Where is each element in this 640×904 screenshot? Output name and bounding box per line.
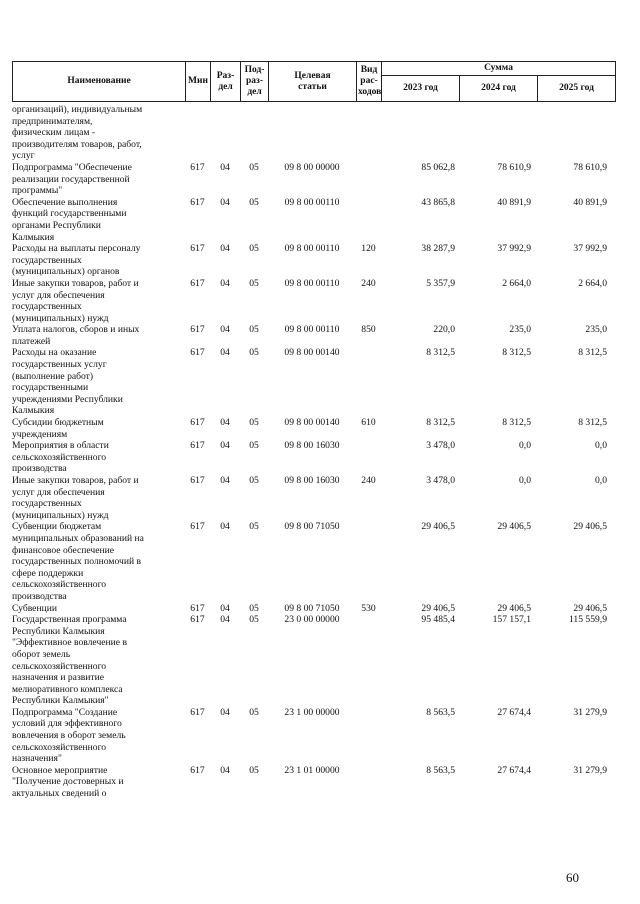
row-name: Мероприятия в области сельскохозяйственного производства — [12, 440, 109, 475]
row-sum-2023: 38 287,9 — [421, 243, 455, 255]
row-min: 617 — [190, 602, 205, 614]
row-sum-2024: 78 610,9 — [497, 161, 531, 173]
row-sum-2023: 43 865,8 — [421, 196, 455, 208]
table-row — [12, 278, 615, 324]
row-sum-2023: 8 563,5 — [426, 706, 455, 718]
header-2024: 2024 год — [460, 76, 538, 102]
row-podrazdel: 05 — [249, 602, 259, 614]
row-sum-2025: 8 312,5 — [578, 347, 607, 359]
table-row — [12, 707, 615, 765]
row-sum-2025: 31 279,9 — [573, 706, 607, 718]
row-vid: 240 — [361, 277, 376, 289]
table-row — [12, 475, 615, 521]
row-razdel: 04 — [220, 614, 230, 626]
row-vid: 120 — [361, 243, 376, 255]
row-sum-2024: 27 674,4 — [497, 706, 531, 718]
row-min: 617 — [190, 764, 205, 776]
row-celevaya: 09 8 00 00110 — [284, 324, 340, 336]
row-name: Подпрограмма "Создание условий для эффективного вовлечения в оборот земель сельскохозяйственного назначения" — [12, 706, 126, 765]
row-celevaya: 09 8 00 71050 — [284, 521, 340, 533]
row-celevaya: 09 8 00 00110 — [284, 243, 340, 255]
row-sum-2023: 5 357,9 — [426, 277, 455, 289]
table-row — [12, 162, 615, 197]
table-row — [12, 765, 615, 800]
row-sum-2025: 8 312,5 — [578, 417, 607, 429]
row-razdel: 04 — [220, 347, 230, 359]
row-vid: 850 — [361, 324, 376, 336]
row-name: Субвенции бюджетам муниципальных образований на финансовое обеспечение государственных полномочий в сфере поддержки сельскохозяйственного производства — [12, 521, 144, 602]
row-celevaya: 23 0 00 00000 — [284, 614, 340, 626]
row-name: Субвенции — [12, 602, 57, 614]
row-min: 617 — [190, 324, 205, 336]
row-celevaya: 09 8 00 00110 — [284, 196, 340, 208]
header-min: Мин — [186, 62, 211, 102]
row-celevaya: 23 1 01 00000 — [284, 764, 340, 776]
header-2023: 2023 год — [382, 76, 460, 102]
row-sum-2024: 40 891,9 — [497, 196, 531, 208]
header-vid: Вид рас- ходов — [357, 62, 382, 102]
row-sum-2023: 220,0 — [433, 324, 455, 336]
row-podrazdel: 05 — [249, 347, 259, 359]
row-podrazdel: 05 — [249, 706, 259, 718]
row-razdel: 04 — [220, 521, 230, 533]
header-razdel: Раз- дел — [211, 62, 241, 102]
row-sum-2025: 31 279,9 — [573, 764, 607, 776]
row-min: 617 — [190, 196, 205, 208]
row-name: Основное мероприятие "Получение достоверных и актуальных сведений о — [12, 764, 124, 800]
row-podrazdel: 05 — [249, 243, 259, 255]
row-celevaya: 09 8 00 00000 — [284, 161, 340, 173]
row-sum-2024: 2 664,0 — [502, 277, 531, 289]
row-podrazdel: 05 — [249, 417, 259, 429]
row-podrazdel: 05 — [249, 440, 259, 452]
table-body — [12, 104, 615, 800]
row-sum-2025: 29 406,5 — [573, 602, 607, 614]
row-razdel: 04 — [220, 161, 230, 173]
row-sum-2024: 0,0 — [519, 440, 531, 452]
row-min: 617 — [190, 475, 205, 486]
row-name: Иные закупки товаров, работ и услуг для обеспечения государственных (муниципальных) нужд — [12, 277, 139, 324]
row-sum-2025: 78 610,9 — [573, 161, 607, 173]
table-row — [12, 324, 615, 347]
row-min: 617 — [190, 417, 205, 429]
row-podrazdel: 05 — [249, 324, 259, 336]
row-name: организаций), индивидуальным предпринимателям, физическим лицам - производителям товаров, работ, услуг — [12, 104, 143, 162]
row-razdel: 04 — [220, 764, 230, 776]
row-podrazdel: 05 — [249, 161, 259, 173]
row-celevaya: 09 8 00 71050 — [284, 602, 340, 614]
row-min: 617 — [190, 277, 205, 289]
row-sum-2024: 29 406,5 — [497, 602, 531, 614]
table-row — [12, 347, 615, 417]
row-razdel: 04 — [220, 324, 230, 336]
row-sum-2024: 8 312,5 — [502, 417, 531, 429]
row-podrazdel: 05 — [249, 196, 259, 208]
row-podrazdel: 05 — [249, 521, 259, 533]
row-podrazdel: 05 — [249, 277, 259, 289]
header-celevaya: Целевая статьи — [269, 62, 357, 102]
row-podrazdel: 05 — [249, 614, 259, 626]
row-razdel: 04 — [220, 243, 230, 255]
row-sum-2024: 8 312,5 — [502, 347, 531, 359]
table-row — [12, 243, 615, 278]
row-sum-2023: 8 563,5 — [426, 764, 455, 776]
row-vid: 240 — [361, 475, 376, 486]
row-min: 617 — [190, 161, 205, 173]
row-sum-2023: 8 312,5 — [426, 417, 455, 429]
row-celevaya: 09 8 00 00140 — [284, 417, 340, 429]
row-name: Обеспечение выполнения функций государственными органами Республики Калмыкия — [12, 196, 127, 243]
table-header — [12, 61, 616, 102]
row-celevaya: 23 1 00 00000 — [284, 706, 340, 718]
row-sum-2025: 0,0 — [595, 475, 607, 486]
row-sum-2024: 29 406,5 — [497, 521, 531, 533]
row-sum-2024: 37 992,9 — [497, 243, 531, 255]
header-podrazdel: Под- раз- дел — [241, 62, 269, 102]
row-celevaya: 09 8 00 00110 — [284, 277, 340, 289]
table-row — [12, 603, 615, 615]
row-sum-2025: 115 559,9 — [568, 614, 607, 626]
row-sum-2023: 8 312,5 — [426, 347, 455, 359]
row-razdel: 04 — [220, 706, 230, 718]
row-sum-2025: 37 992,9 — [573, 243, 607, 255]
row-min: 617 — [190, 706, 205, 718]
table-row — [12, 417, 615, 440]
row-sum-2023: 95 485,4 — [421, 614, 455, 626]
row-sum-2023: 29 406,5 — [421, 521, 455, 533]
row-name: Субсидии бюджетным учреждениям — [12, 417, 104, 440]
row-name: Иные закупки товаров, работ и услуг для обеспечения государственных (муниципальных) нужд — [12, 475, 139, 521]
row-sum-2025: 2 664,0 — [578, 277, 607, 289]
row-sum-2023: 85 062,8 — [421, 161, 455, 173]
row-celevaya: 09 8 00 16030 — [284, 440, 340, 452]
row-sum-2024: 0,0 — [519, 475, 531, 486]
row-name: Расходы на выплаты персоналу государственных (муниципальных) органов — [12, 243, 141, 278]
row-podrazdel: 05 — [249, 475, 259, 486]
row-name: Подпрограмма "Обеспечение реализации государственной программы" — [12, 161, 132, 197]
page-number: 60 — [566, 870, 579, 885]
row-sum-2023: 3 478,0 — [426, 440, 455, 452]
row-name: Государственная программа Республики Калмыкия "Эффективное вовлечение в оборот земель сельскохозяйственного назначения и развитие мелиоративного комплекса Республики Калмыкия" — [12, 614, 127, 707]
row-sum-2025: 29 406,5 — [573, 521, 607, 533]
row-min: 617 — [190, 614, 205, 626]
row-podrazdel: 05 — [249, 764, 259, 776]
table-row — [12, 521, 615, 602]
row-razdel: 04 — [220, 277, 230, 289]
row-razdel: 04 — [220, 196, 230, 208]
row-min: 617 — [190, 243, 205, 255]
row-sum-2025: 235,0 — [585, 324, 607, 336]
header-summa: Сумма — [382, 62, 616, 76]
row-celevaya: 09 8 00 00140 — [284, 347, 340, 359]
row-sum-2024: 157 157,1 — [492, 614, 531, 626]
header-2025: 2025 год — [538, 76, 616, 102]
row-vid: 610 — [361, 417, 376, 429]
table-row — [12, 197, 615, 243]
table-row — [12, 440, 615, 475]
table-row — [12, 614, 615, 707]
row-vid: 530 — [361, 602, 376, 614]
table-row — [12, 104, 615, 162]
row-min: 617 — [190, 521, 205, 533]
row-sum-2024: 235,0 — [509, 324, 531, 336]
row-min: 617 — [190, 347, 205, 359]
row-sum-2024: 27 674,4 — [497, 764, 531, 776]
row-name: Расходы на оказание государственных услуг (выполнение работ) государственными учреждениями Республики Калмыкия — [12, 347, 123, 417]
row-razdel: 04 — [220, 475, 230, 486]
row-celevaya: 09 8 00 16030 — [284, 475, 340, 486]
row-min: 617 — [190, 440, 205, 452]
row-sum-2025: 0,0 — [595, 440, 607, 452]
row-sum-2023: 3 478,0 — [426, 475, 455, 486]
row-razdel: 04 — [220, 417, 230, 429]
row-name: Уплата налогов, сборов и иных платежей — [12, 324, 140, 347]
row-sum-2023: 29 406,5 — [421, 602, 455, 614]
row-razdel: 04 — [220, 602, 230, 614]
row-sum-2025: 40 891,9 — [573, 196, 607, 208]
header-name: Наименование — [13, 62, 186, 102]
row-razdel: 04 — [220, 440, 230, 452]
